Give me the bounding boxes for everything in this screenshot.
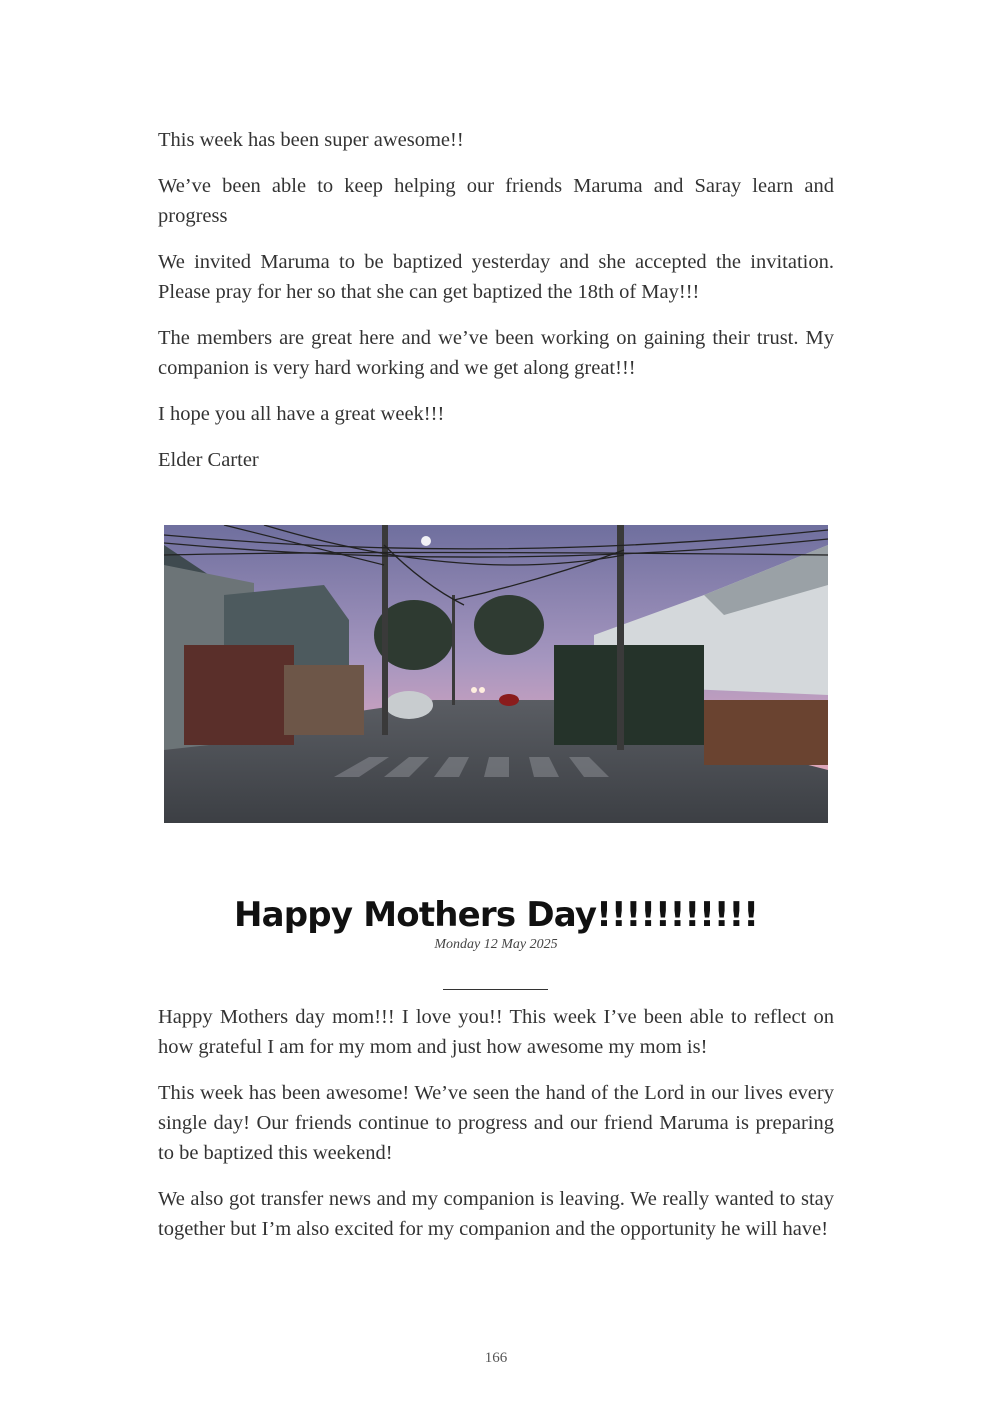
- paragraph: We’ve been able to keep helping our friends Maruma and Saray learn and progress: [158, 175, 834, 227]
- page-number: 166: [484, 1350, 508, 1366]
- street-sunset-photo: [164, 525, 828, 823]
- entry-body: [158, 1002, 834, 1260]
- paragraph: We also got transfer news and my companion is leaving. We really wanted to stay together but I’m also excited for my companion and the opportunity he will have!: [158, 1188, 834, 1240]
- paragraph: We invited Maruma to be baptized yesterday and she accepted the invitation. Please pray for her so that she can get baptized the 18th of May!!!: [158, 251, 834, 303]
- entry-body: [158, 125, 834, 491]
- paragraph: Happy Mothers day mom!!! I love you!! This week I’ve been able to reflect on how grateful I am for my mom and just how awesome my mom is!: [158, 1006, 834, 1058]
- entry-date: Monday 12 May 2025: [434, 937, 558, 952]
- paragraph: The members are great here and we’ve been working on gaining their trust. My companion is very hard working and we get along great!!!: [158, 327, 834, 379]
- entry-title: Happy Mothers Day!!!!!!!!!!!: [233, 895, 759, 935]
- paragraph: This week has been super awesome!!: [158, 129, 464, 151]
- paragraph: This week has been awesome! We’ve seen the hand of the Lord in our lives every single day! Our friends continue to progress and our friend Maruma is preparing to be baptized this weekend!: [158, 1082, 834, 1164]
- divider: [443, 989, 548, 990]
- paragraph: I hope you all have a great week!!!: [158, 403, 445, 425]
- signature-line: Elder Carter: [158, 449, 259, 471]
